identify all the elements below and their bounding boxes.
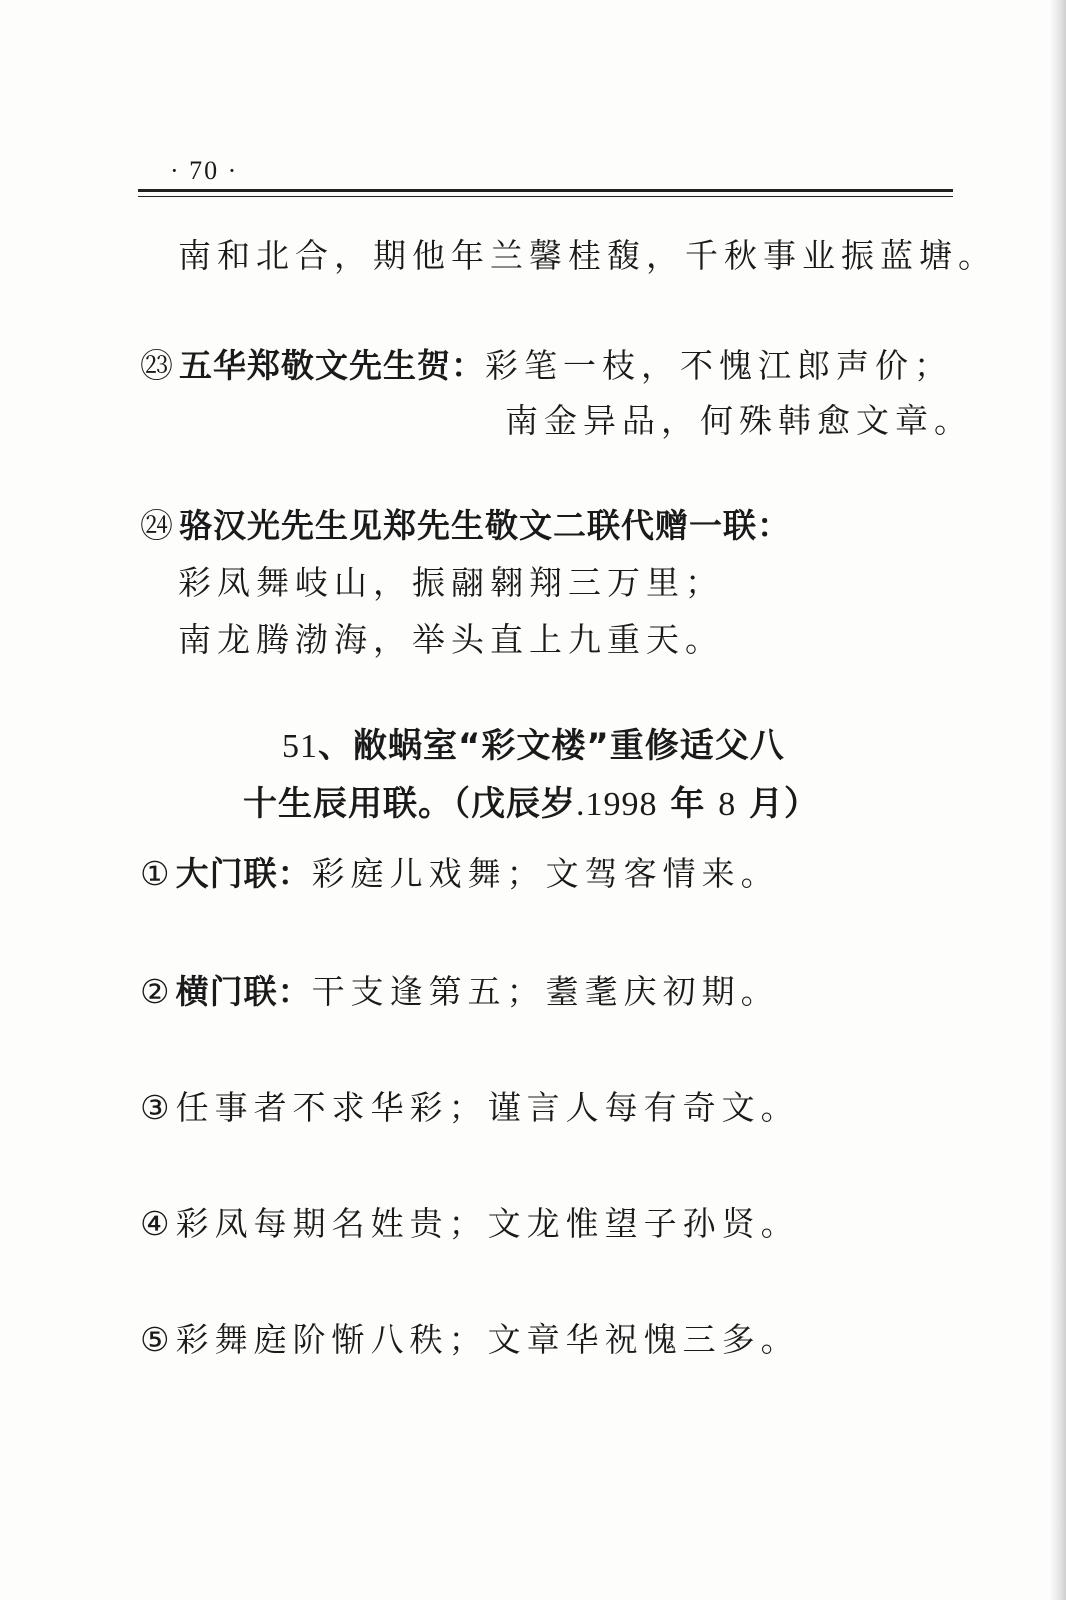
item-5-text: 彩舞庭阶惭八秩；文章华祝愧三多。 bbox=[175, 1320, 800, 1359]
item-3-text: 任事者不求华彩；谨言人每有奇文。 bbox=[175, 1088, 800, 1127]
page-edge-shadow bbox=[1048, 0, 1066, 1600]
section-51-title-c: 月） bbox=[736, 784, 820, 824]
item-4-text: 彩凤每期名姓贵；文龙惟望子孙贤。 bbox=[175, 1204, 800, 1243]
entry-23-marker: ㉓ bbox=[140, 346, 179, 385]
item-1 bbox=[140, 848, 780, 895]
item-1-marker: ① bbox=[140, 854, 176, 893]
section-51-title-b: 年 bbox=[657, 784, 719, 824]
entry-23-couplet-second: 南金异品，何殊韩愈文章。 bbox=[505, 401, 973, 440]
item-5-marker: ⑤ bbox=[140, 1320, 176, 1359]
item-2 bbox=[140, 966, 780, 1013]
section-51-date-year: .1998 bbox=[576, 786, 658, 823]
entry-24-marker: ㉔ bbox=[140, 506, 179, 545]
entry-23-title: 五华郑敬文先生贺： bbox=[179, 346, 485, 385]
item-2-text: 干支逢第五；耋耄庆初期。 bbox=[311, 972, 780, 1011]
section-51-title-line2 bbox=[243, 776, 819, 825]
entry-24-couplet-second: 南龙腾渤海，举头直上九重天。 bbox=[178, 620, 724, 659]
entry-24-heading bbox=[140, 500, 791, 547]
entry-24-title: 骆汉光先生见郑先生敬文二联代赠一联： bbox=[179, 506, 791, 545]
item-2-marker: ② bbox=[140, 972, 176, 1011]
item-4 bbox=[140, 1198, 800, 1245]
item-3 bbox=[140, 1082, 800, 1129]
section-51-date-month: 8 bbox=[718, 786, 737, 823]
page-number: · 70 · bbox=[170, 156, 239, 185]
entry-24-couplet-first: 彩凤舞岐山，振翮翱翔三万里； bbox=[178, 563, 724, 602]
item-4-marker: ④ bbox=[140, 1204, 176, 1243]
item-5 bbox=[140, 1314, 800, 1361]
continuation-line: 南和北合，期他年兰馨桂馥，千秋事业振蓝塘。 bbox=[178, 236, 997, 275]
header-rule-thin bbox=[138, 196, 953, 197]
item-2-label: 横门联： bbox=[175, 972, 312, 1011]
header-rule-thick bbox=[138, 189, 953, 192]
section-51-title-line1 bbox=[282, 718, 785, 767]
item-1-label: 大门联： bbox=[175, 854, 312, 893]
item-3-marker: ③ bbox=[140, 1088, 176, 1127]
section-51-number: 51 bbox=[282, 728, 318, 765]
section-51-title-a: 十生辰用联。（戊辰岁 bbox=[243, 784, 576, 824]
item-1-text: 彩庭儿戏舞；文驾客情来。 bbox=[311, 854, 780, 893]
section-51-title-rest: 、敝蜗室“彩文楼”重修适父八 bbox=[318, 726, 785, 766]
entry-23-couplet-first: 彩笔一枝，不愧江郎声价； bbox=[485, 346, 953, 385]
entry-23-line1 bbox=[140, 340, 953, 387]
